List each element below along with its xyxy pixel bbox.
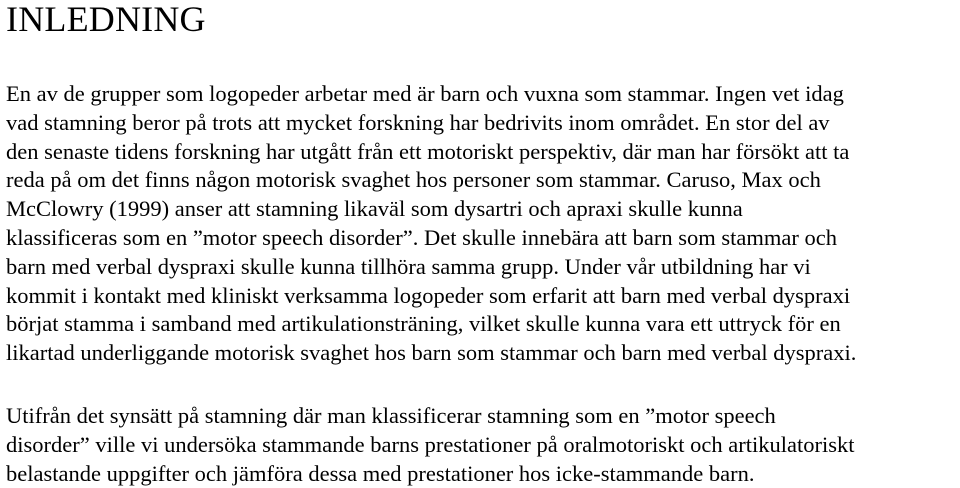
paragraph-line: klassificeras som en ”motor speech disorder”. Det skulle innebära att barn som stammar och	[6, 224, 837, 250]
paragraph-line: kommit i kontakt med kliniskt verksamma logopeder som erfarit att barn med verbal dyspraxi	[6, 282, 851, 308]
paragraph-1	[6, 80, 958, 368]
paragraph-line: barn med verbal dyspraxi skulle kunna tillhöra samma grupp. Under vår utbildning har vi	[6, 253, 811, 279]
paragraph-line: reda på om det finns någon motorisk svaghet hos personer som stammar. Caruso, Max och	[6, 167, 821, 193]
paragraph-line: vad stamning beror på trots att mycket forskning har bedrivits inom området. En stor del av	[6, 109, 830, 135]
paragraph-line: belastande uppgifter och jämföra dessa med prestationer hos icke-stammande barn.	[6, 460, 755, 486]
paragraph-line: likartad underliggande motorisk svaghet hos barn som stammar och barn med verbal dyspraxi.	[6, 340, 857, 366]
page-title: INLEDNING	[6, 0, 206, 39]
paragraph-line: Utifrån det synsätt på stamning där man klassificerar stamning som en ”motor speech	[6, 403, 776, 428]
paragraph-2	[6, 402, 958, 488]
paragraph-line: McClowry (1999) anser att stamning likaväl som dysartri och apraxi skulle kunna	[6, 196, 743, 222]
paragraph-line: börjat stamma i samband med artikulationsträning, vilket skulle kunna vara ett uttryck för en	[6, 311, 841, 337]
paragraph-line: En av de grupper som logopeder arbetar med är barn och vuxna som stammar. Ingen vet idag	[6, 81, 844, 106]
paragraph-line: disorder” ville vi undersöka stammande barns prestationer på oralmotoriskt och artikulatoriskt	[6, 431, 855, 457]
paragraph-line: den senaste tidens forskning har utgått från ett motoriskt perspektiv, där man har försökt att ta	[6, 138, 850, 164]
